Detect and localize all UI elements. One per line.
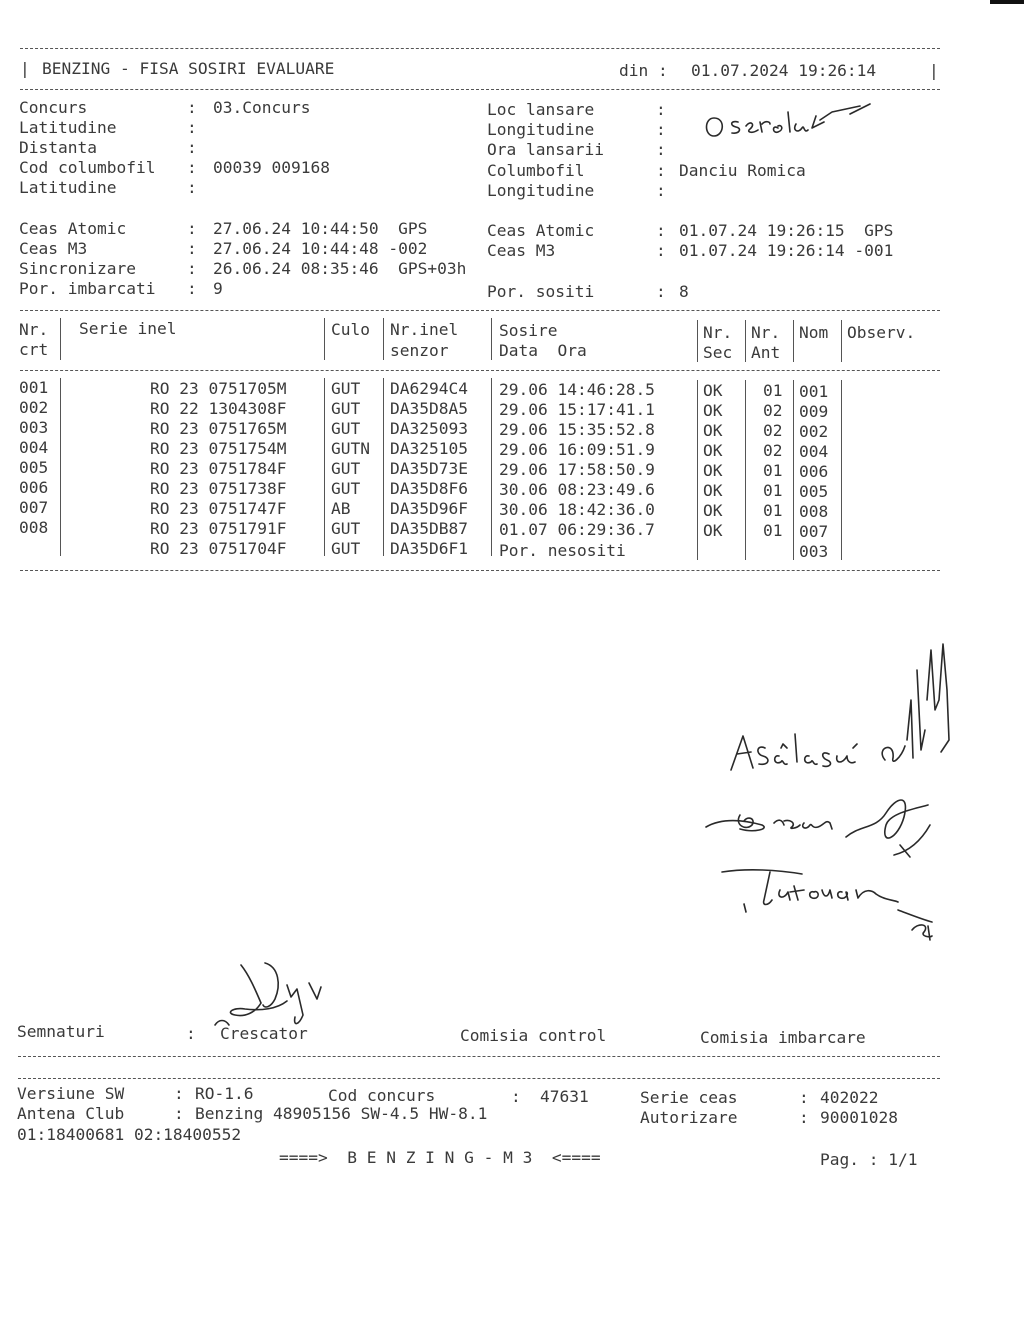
cell-culo: GUTN: [331, 439, 370, 458]
header-rule: [491, 318, 492, 360]
col-header-senzor: senzor: [390, 341, 449, 360]
versiune-label: Versiune SW: [17, 1084, 125, 1103]
cell-ant: 02: [763, 441, 783, 460]
col-header-observ: Observ.: [847, 323, 916, 342]
cell-culo: GUT: [331, 479, 361, 498]
ceas-atomic-end-label: Ceas Atomic: [487, 221, 595, 240]
cell-nr: 005: [19, 458, 49, 477]
cell-nom: 007: [799, 522, 829, 541]
cell-senzor: DA6294C4: [390, 379, 468, 398]
versiune-value: RO-1.6: [195, 1084, 254, 1103]
cell-sosire: 29.06 16:09:51.9: [499, 440, 655, 459]
cell-sosire: 29.06 15:17:41.1: [499, 400, 655, 419]
divider: [18, 1078, 940, 1079]
sep: :: [799, 1108, 809, 1127]
ora-lansarii-label: Ora lansarii: [487, 140, 604, 159]
sep: :: [187, 259, 197, 278]
sep: :: [187, 118, 197, 137]
sep: :: [187, 279, 197, 298]
semnaturi-label: Semnaturi: [17, 1022, 105, 1041]
cell-sosire: 01.07 06:29:36.7: [499, 520, 655, 539]
divider: [20, 89, 940, 90]
cell-nom: 001: [799, 382, 829, 401]
cell-senzor: DA35D96F: [390, 499, 468, 518]
sep: :: [186, 1024, 196, 1043]
sep: :: [187, 98, 197, 117]
loc-lansare-label: Loc lansare: [487, 100, 595, 119]
ceas-m3-end-label: Ceas M3: [487, 241, 556, 260]
cell-culo: GUT: [331, 419, 361, 438]
col-header-crt: crt: [19, 340, 49, 359]
cell-sosire: Por. nesositi: [499, 541, 626, 560]
sep: :: [656, 181, 666, 200]
cell-ant: 01: [763, 461, 783, 480]
cell-senzor: DA325105: [390, 439, 468, 458]
cell-sec: OK: [703, 461, 723, 480]
cell-serie: RO 23 0751704F: [150, 539, 287, 558]
cell-sosire: 30.06 08:23:49.6: [499, 480, 655, 499]
longitudine-label: Longitudine: [487, 120, 595, 139]
ceas-atomic-start-value: 27.06.24 10:44:50 GPS: [213, 219, 428, 238]
longitudine2-label: Longitudine: [487, 181, 595, 200]
signature-ionescu: [700, 785, 950, 865]
crescator-label: Crescator: [220, 1024, 308, 1043]
cod-concurs-label: Cod concurs: [328, 1086, 436, 1105]
cell-ant: 01: [763, 521, 783, 540]
cell-serie: RO 23 0751791F: [150, 519, 287, 538]
col-header-nrsec: Nr.: [703, 323, 733, 342]
cell-culo: AB: [331, 499, 351, 518]
divider: [18, 1056, 940, 1057]
col-header-nrinel: Nr.inel: [390, 320, 459, 339]
divider: [20, 48, 940, 49]
cod-columbofil-label: Cod columbofil: [19, 158, 156, 177]
cell-serie: RO 23 0751738F: [150, 479, 287, 498]
cell-nr: 003: [19, 418, 49, 437]
autorizare-value: 90001028: [820, 1108, 898, 1127]
cell-sec: OK: [703, 521, 723, 540]
sep: :: [187, 138, 197, 157]
col-header-culo: Culo: [331, 320, 370, 339]
cell-nom: 008: [799, 502, 829, 521]
cod-columbofil-value: 00039 009168: [213, 158, 330, 177]
concurs-label: Concurs: [19, 98, 88, 117]
page-corner-mark: [990, 0, 1024, 4]
cell-serie: RO 23 0751765M: [150, 419, 287, 438]
cell-culo: GUT: [331, 539, 361, 558]
cell-sec: OK: [703, 401, 723, 420]
latitudine2-label: Latitudine: [19, 178, 117, 197]
cell-nom: 006: [799, 462, 829, 481]
cod-concurs-value: 47631: [540, 1087, 589, 1106]
report-date-label: din :: [619, 61, 668, 80]
header-rule: [841, 320, 842, 362]
antena-label: Antena Club: [17, 1104, 125, 1123]
header-rule: [60, 318, 61, 360]
sep: :: [656, 282, 666, 301]
cell-nr: 001: [19, 378, 49, 397]
header-rule: [793, 320, 794, 362]
comisia-imbarcare-label: Comisia imbarcare: [700, 1028, 866, 1047]
cell-serie: RO 23 0751705M: [150, 379, 287, 398]
cell-sosire: 29.06 17:58:50.9: [499, 460, 655, 479]
page-number: Pag. : 1/1: [820, 1150, 918, 1169]
cell-sec: OK: [703, 481, 723, 500]
ceas-m3-start-label: Ceas M3: [19, 239, 88, 258]
serie-ceas-label: Serie ceas: [640, 1088, 738, 1107]
col-header-dataora: Data Ora: [499, 341, 587, 360]
cell-sec: OK: [703, 421, 723, 440]
cell-ant: 02: [763, 401, 783, 420]
cell-culo: GUT: [331, 459, 361, 478]
col-header-nr: Nr.: [19, 320, 49, 339]
signature-taterian: [718, 860, 948, 950]
ceas-m3-start-value: 27.06.24 10:44:48 -002: [213, 239, 428, 258]
ids-line: 01:18400681 02:18400552: [17, 1125, 242, 1144]
columbofil-label: Columbofil: [487, 161, 585, 180]
por-imbarcati-value: 9: [213, 279, 223, 298]
body-rule: [324, 378, 325, 556]
cell-sosire: 29.06 14:46:28.5: [499, 380, 655, 399]
col-header-sosire: Sosire: [499, 321, 558, 340]
body-rule: [841, 380, 842, 560]
report-title: BENZING - FISA SOSIRI EVALUARE: [42, 59, 335, 78]
col-header-ant: Ant: [751, 343, 781, 362]
cell-ant: 01: [763, 381, 783, 400]
cell-nom: 004: [799, 442, 829, 461]
cell-serie: RO 23 0751754M: [150, 439, 287, 458]
cell-nom: 009: [799, 402, 829, 421]
cell-serie: RO 23 0751784F: [150, 459, 287, 478]
header-rule: [383, 318, 384, 360]
sep: :: [187, 178, 197, 197]
cell-ant: 02: [763, 421, 783, 440]
col-header-serie: Serie inel: [79, 319, 177, 338]
cell-nr: 008: [19, 518, 49, 537]
header-rule: [324, 318, 325, 360]
cell-sec: OK: [703, 441, 723, 460]
cell-sosire: 29.06 15:35:52.8: [499, 420, 655, 439]
sep: :: [511, 1087, 521, 1106]
body-rule: [383, 378, 384, 556]
concurs-value: 03.Concurs: [213, 98, 311, 117]
cell-senzor: DA35D8F6: [390, 479, 468, 498]
body-rule: [745, 380, 746, 560]
col-header-sec: Sec: [703, 343, 733, 362]
body-rule: [697, 380, 698, 560]
sincronizare-value: 26.06.24 08:35:46 GPS+03h: [213, 259, 467, 278]
header-rule: [697, 320, 698, 362]
cell-serie: RO 22 1304308F: [150, 399, 287, 418]
sep: :: [656, 161, 666, 180]
cell-nom: 003: [799, 542, 829, 561]
columbofil-value: Danciu Romica: [679, 161, 806, 180]
handwritten-loc-lansare: [700, 98, 880, 148]
cell-serie: RO 23 0751747F: [150, 499, 287, 518]
cell-sec: OK: [703, 501, 723, 520]
sep: :: [174, 1104, 184, 1123]
sep: :: [187, 239, 197, 258]
sep: :: [656, 221, 666, 240]
comisia-control-label: Comisia control: [460, 1026, 607, 1045]
por-imbarcati-label: Por. imbarcati: [19, 279, 156, 298]
ceas-m3-end-value: 01.07.24 19:26:14 -001: [679, 241, 894, 260]
header-right-bar: |: [929, 61, 939, 80]
sep: :: [656, 241, 666, 260]
cell-sosire: 30.06 18:42:36.0: [499, 500, 655, 519]
antena-value: Benzing 48905156 SW-4.5 HW-8.1: [195, 1104, 488, 1123]
brand-line: ====> B E N Z I N G - M 3 <====: [279, 1148, 601, 1167]
latitudine-label: Latitudine: [19, 118, 117, 137]
sep: :: [187, 158, 197, 177]
por-sositi-value: 8: [679, 282, 689, 301]
por-sositi-label: Por. sositi: [487, 282, 595, 301]
cell-senzor: DA35D6F1: [390, 539, 468, 558]
sep: :: [799, 1088, 809, 1107]
signature-crescator: [205, 955, 345, 1035]
body-rule: [793, 380, 794, 560]
cell-nom: 002: [799, 422, 829, 441]
ceas-atomic-end-value: 01.07.24 19:26:15 GPS: [679, 221, 894, 240]
cell-ant: 01: [763, 501, 783, 520]
col-header-nrant: Nr.: [751, 323, 781, 342]
body-rule: [491, 378, 492, 556]
cell-senzor: DA325093: [390, 419, 468, 438]
header-rule: [745, 320, 746, 362]
divider: [20, 370, 940, 371]
cell-nom: 005: [799, 482, 829, 501]
sep: :: [656, 140, 666, 159]
cell-senzor: DA35D73E: [390, 459, 468, 478]
signature-asalasui: [725, 640, 965, 780]
cell-senzor: DA35D8A5: [390, 399, 468, 418]
ceas-atomic-start-label: Ceas Atomic: [19, 219, 127, 238]
cell-culo: GUT: [331, 519, 361, 538]
sep: :: [174, 1084, 184, 1103]
body-rule: [60, 378, 61, 556]
divider: [20, 310, 940, 311]
cell-culo: GUT: [331, 399, 361, 418]
cell-nr: 002: [19, 398, 49, 417]
sep: :: [187, 219, 197, 238]
report-date: 01.07.2024 19:26:14: [691, 61, 877, 80]
autorizare-label: Autorizare: [640, 1108, 738, 1127]
divider: [20, 570, 940, 571]
cell-nr: 007: [19, 498, 49, 517]
cell-ant: 01: [763, 481, 783, 500]
cell-culo: GUT: [331, 379, 361, 398]
cell-sec: OK: [703, 381, 723, 400]
col-header-nom: Nom: [799, 323, 829, 342]
sep: :: [656, 100, 666, 119]
serie-ceas-value: 402022: [820, 1088, 879, 1107]
distanta-label: Distanta: [19, 138, 97, 157]
sincronizare-label: Sincronizare: [19, 259, 136, 278]
cell-nr: 006: [19, 478, 49, 497]
cell-senzor: DA35DB87: [390, 519, 468, 538]
header-left-bar: |: [20, 59, 30, 78]
cell-nr: 004: [19, 438, 49, 457]
sep: :: [656, 120, 666, 139]
